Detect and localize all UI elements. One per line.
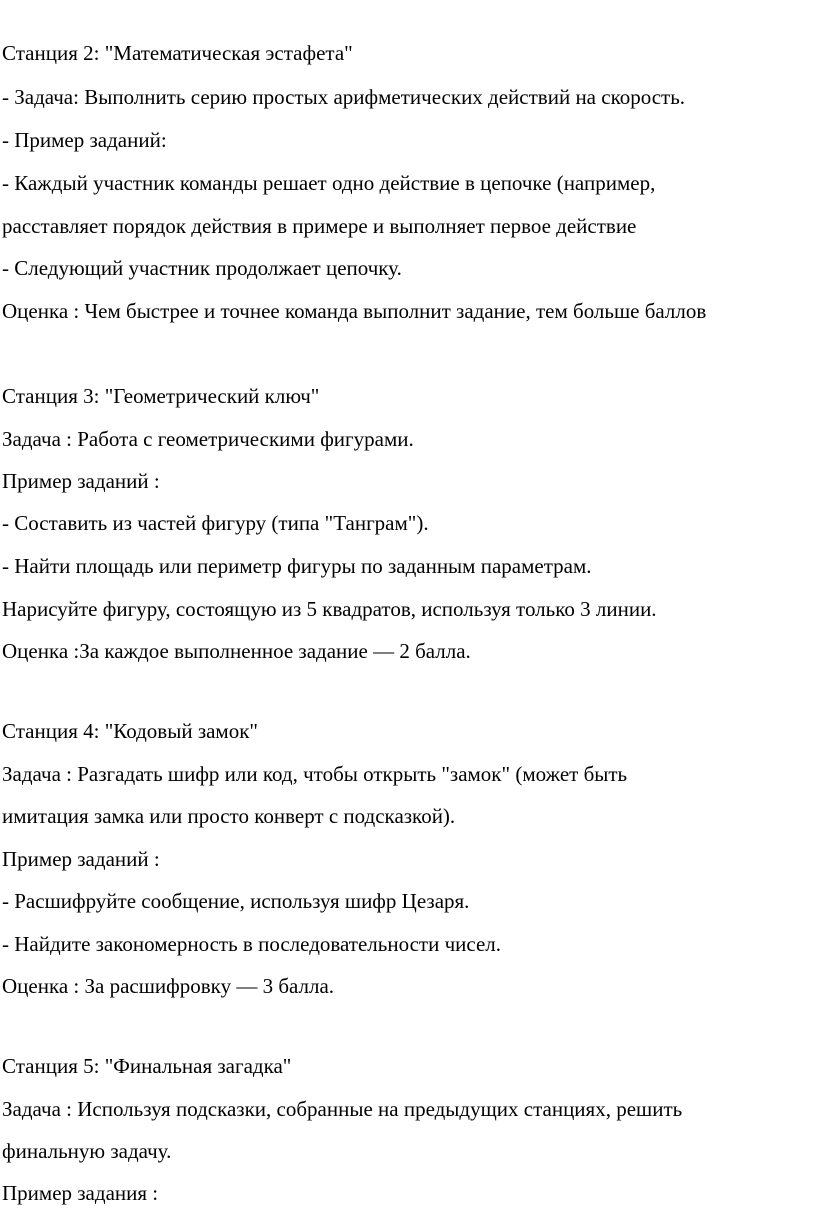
text-line: Оценка :За каждое выполненное задание — 2 балла. (2, 639, 471, 663)
text-line: Пример задания : (2, 1181, 159, 1205)
text-line: расставляет порядок действия в примере и выполняет первое действие (2, 214, 637, 238)
text-line: Станция 4: "Кодовый замок" (2, 719, 258, 743)
text-line: - Задача: Выполнить серию простых арифметических действий на скорость. (2, 85, 686, 109)
text-line: Станция 2: "Математическая эстафета" (2, 41, 353, 65)
text-line: Нарисуйте фигуру, состоящую из 5 квадратов, используя только 3 линии. (2, 597, 657, 621)
text-line: Оценка : Чем быстрее и точнее команда выполнит задание, тем больше баллов (2, 299, 707, 323)
text-line: Задача : Разгадать шифр или код, чтобы открыть "замок" (может быть (2, 762, 628, 786)
text-line: - Найти площадь или периметр фигуры по заданным параметрам. (2, 554, 592, 578)
text-line: Станция 5: "Финальная загадка" (2, 1054, 292, 1078)
text-line: - Каждый участник команды решает одно действие в цепочке (например, (2, 171, 656, 195)
text-line: Пример заданий : (2, 847, 160, 871)
text-line: Пример заданий : (2, 469, 160, 493)
text-line: Задача : Используя подсказки, собранные на предыдущих станциях, решить (2, 1097, 683, 1121)
text-line: Станция 3: "Геометрический ключ" (2, 384, 320, 408)
text-line: Задача : Работа с геометрическими фигурами. (2, 427, 414, 451)
text-line: - Составить из частей фигуру (типа "Танграм"). (2, 511, 429, 535)
text-line: - Следующий участник продолжает цепочку. (2, 256, 402, 280)
text-line: - Найдите закономерность в последовательности чисел. (2, 932, 502, 956)
text-line: - Расшифруйте сообщение, используя шифр Цезаря. (2, 889, 470, 913)
text-line: Оценка : За расшифровку — 3 балла. (2, 974, 335, 998)
text-line: - Пример заданий: (2, 128, 167, 152)
text-line: финальную задачу. (2, 1139, 172, 1163)
text-line: имитация замка или просто конверт с подсказкой). (2, 804, 456, 828)
